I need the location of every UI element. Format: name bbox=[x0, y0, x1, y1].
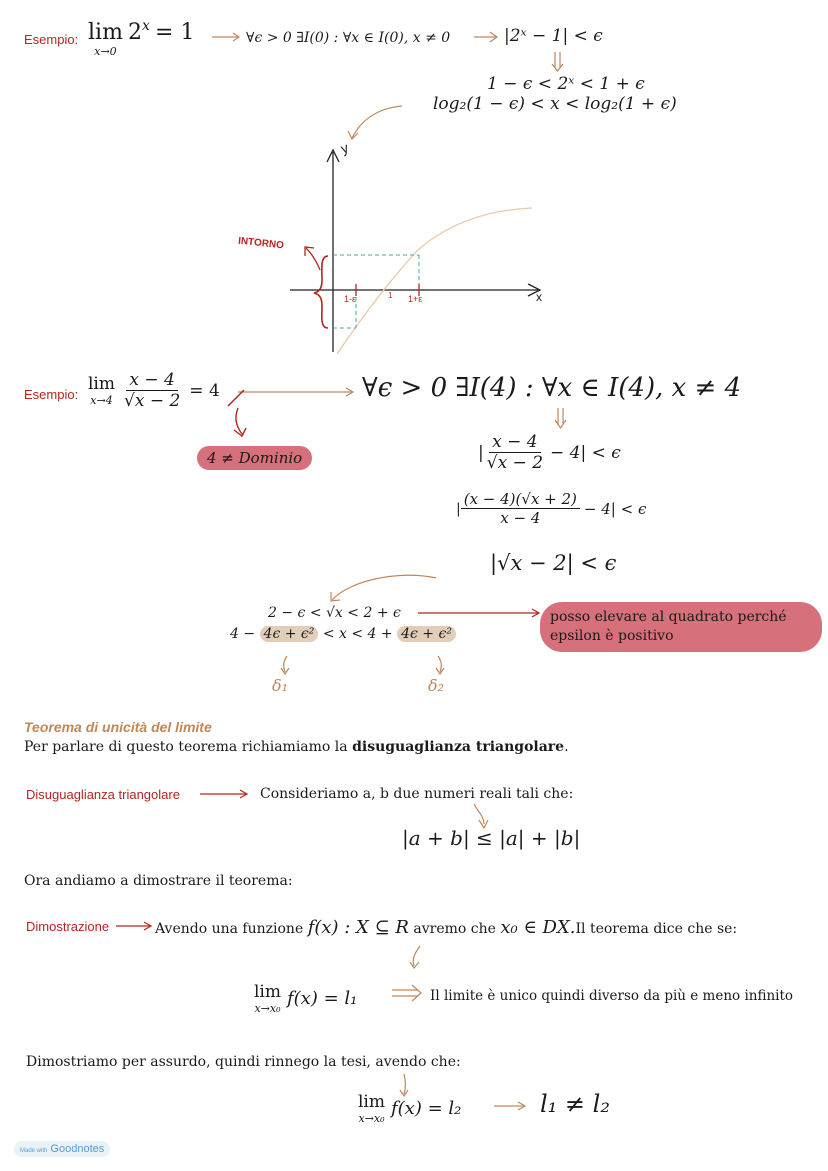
theorem-intro-pre: Per parlare di questo teorema richiamiamo la bbox=[24, 739, 353, 755]
lim-word-4: lim bbox=[358, 1092, 385, 1112]
limit-definition: ∀ϵ > 0 ∃I(0) : ∀x ∈ I(0), x ≠ 0 bbox=[246, 30, 451, 46]
tick-label-left: 1-ε bbox=[344, 294, 357, 304]
step-2-2 bbox=[456, 490, 646, 527]
step-2-1-pre: | bbox=[478, 442, 484, 463]
lim-word-2: lim bbox=[88, 374, 115, 394]
step-2-2-num: (x − 4)(√x + 2) bbox=[461, 490, 580, 509]
badge-brand: Goodnotes bbox=[50, 1143, 105, 1155]
intorno-label: INTORNO bbox=[237, 235, 285, 252]
tick-label-mid: 1 bbox=[388, 291, 393, 300]
step-2-3: |√x − 2| < ϵ bbox=[490, 551, 617, 575]
unique-note: Il limite è unico quindi diverso da più e meno infinito bbox=[430, 988, 794, 1004]
step-2-1-den: √x − 2 bbox=[486, 453, 544, 473]
lim-equals: = 1 bbox=[155, 20, 195, 45]
goodnotes-badge bbox=[14, 1141, 110, 1157]
badge-small-text: Made with bbox=[20, 1148, 48, 1154]
lim-word-3: lim bbox=[254, 982, 281, 1002]
proof-intro: Ora andiamo a dimostrare il teorema: bbox=[24, 873, 293, 889]
y-axis-label: y bbox=[338, 139, 351, 157]
function-graph bbox=[0, 130, 828, 370]
square-note: posso elevare al quadrato perché epsilon è positivo bbox=[540, 602, 822, 652]
highlight-delta2: 4ϵ + ϵ² bbox=[397, 626, 456, 642]
triangle-formula: |a + b| ≤ |a| + |b| bbox=[402, 826, 581, 850]
proof-label: Dimostrazione bbox=[26, 919, 110, 934]
triangle-label: Disuguaglianza triangolare bbox=[26, 787, 180, 802]
domain-note: 4 ≠ Dominio bbox=[197, 446, 312, 470]
proof-text-b: avremo che bbox=[408, 921, 501, 937]
lim-sub-2: x→4 bbox=[90, 394, 113, 407]
example2-arrows bbox=[0, 370, 828, 730]
theorem-intro-post: . bbox=[564, 739, 569, 755]
example-label-2: Esempio: bbox=[24, 387, 79, 402]
proof-text-c: Il teorema dice che se: bbox=[575, 921, 738, 937]
lim-sub: x→0 bbox=[94, 45, 117, 58]
step-inequality-2: log₂(1 − ϵ) < x < log₂(1 + ϵ) bbox=[433, 94, 677, 114]
absurd-text: Dimostriamo per assurdo, quindi rinnego la tesi, avendo che: bbox=[26, 1054, 461, 1070]
lim-exponent: x bbox=[142, 18, 150, 34]
lim-sub-3: x→x₀ bbox=[254, 1002, 281, 1015]
lim2-expression: f(x) = l₂ bbox=[391, 1098, 462, 1119]
tick-label-right: 1+ε bbox=[408, 294, 423, 304]
proof-arrows bbox=[0, 700, 828, 1160]
lim1-expression: f(x) = l₁ bbox=[287, 988, 358, 1009]
proof-text-a: Avendo una funzione bbox=[155, 921, 308, 937]
step-inequality-1: 1 − ϵ < 2ˣ < 1 + ϵ bbox=[487, 74, 645, 94]
example-label: Esempio: bbox=[24, 32, 79, 47]
step-2-2-pre: | bbox=[456, 500, 461, 517]
lim-word: lim bbox=[88, 20, 123, 45]
step-2-5 bbox=[230, 626, 456, 642]
step-2-4: 2 − ϵ < √x < 2 + ϵ bbox=[268, 605, 401, 621]
delta2-label: δ₂ bbox=[428, 676, 445, 695]
proof-fx: f(x) : X ⊆ R bbox=[307, 917, 409, 938]
step-2-2-den: x − 4 bbox=[500, 509, 541, 527]
step-2-5-a: 4 − bbox=[230, 626, 256, 642]
lim-sub-4: x→x₀ bbox=[358, 1112, 385, 1125]
delta1-label: δ₁ bbox=[272, 676, 289, 695]
conclusion: l₁ ≠ l₂ bbox=[540, 1090, 610, 1118]
theorem-title: Teorema di unicità del limite bbox=[24, 719, 212, 735]
highlight-delta1: 4ϵ + ϵ² bbox=[260, 626, 319, 642]
fraction-numerator: x − 4 bbox=[126, 370, 177, 391]
triangle-text: Consideriamo a, b due numeri reali tali che: bbox=[260, 786, 574, 802]
x-axis-label: x bbox=[536, 290, 542, 304]
step-2-1-post: − 4| < ϵ bbox=[550, 442, 621, 463]
lim-base: 2 bbox=[128, 20, 143, 45]
limit-definition-2: ∀ϵ > 0 ∃I(4) : ∀x ∈ I(4), x ≠ 4 bbox=[362, 373, 742, 403]
lim-equals-2: = 4 bbox=[189, 380, 220, 401]
abs-inequality: |2ˣ − 1| < ϵ bbox=[504, 26, 603, 46]
step-2-5-b: < x < 4 + bbox=[322, 626, 393, 642]
step-2-2-post: − 4| < ϵ bbox=[583, 499, 647, 518]
theorem-intro-bold: disuguaglianza triangolare bbox=[352, 739, 565, 755]
step-2-1-num: x − 4 bbox=[489, 432, 540, 453]
proof-x0: x₀ ∈ DX. bbox=[500, 917, 576, 938]
fraction-denominator: √x − 2 bbox=[124, 391, 181, 411]
step-2-1 bbox=[478, 432, 621, 473]
